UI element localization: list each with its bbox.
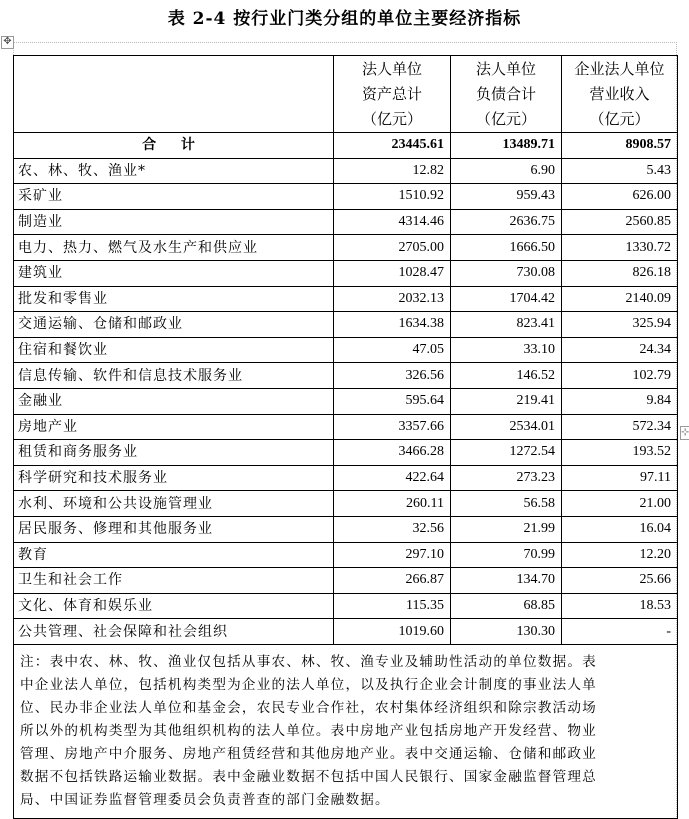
revenue-value: 5.43 [562, 158, 678, 184]
liabilities-value: 273.23 [451, 465, 562, 491]
header-assets-cell [334, 56, 451, 133]
industry-label: 水利、环境和公共设施管理业 [14, 491, 334, 517]
industry-label: 居民服务、修理和其他服务业 [14, 516, 334, 542]
liabilities-value: 130.30 [451, 619, 562, 645]
table-row [14, 465, 678, 491]
header-text: 企业法人单位 [574, 59, 665, 78]
table-row [14, 516, 678, 542]
assets-value: 32.56 [334, 516, 451, 542]
header-text: （亿元） [475, 109, 536, 128]
table-row [14, 491, 678, 517]
liabilities-value: 68.85 [451, 593, 562, 619]
assets-value: 266.87 [334, 568, 451, 594]
table-row [14, 158, 678, 184]
assets-value: 47.05 [334, 337, 451, 363]
footnote-line: 注：表中农、林、牧、渔业仅包括从事农、林、牧、渔专业及辅助性活动的单位数据。表 [20, 653, 597, 670]
header-text: 负债合计 [475, 84, 536, 103]
assets-value: 3466.28 [334, 440, 451, 466]
table-row [14, 235, 678, 261]
header-text: 法人单位 [475, 59, 536, 78]
liabilities-value: 6.90 [451, 158, 562, 184]
total-assets: 23445.61 [334, 133, 451, 159]
liabilities-value: 70.99 [451, 542, 562, 568]
revenue-value: 18.53 [562, 593, 678, 619]
header-revenue-cell [562, 56, 678, 133]
assets-value: 260.11 [334, 491, 451, 517]
revenue-value: 97.11 [562, 465, 678, 491]
header-text: 营业收入 [589, 84, 650, 103]
table-row [14, 440, 678, 466]
industry-label: 公共管理、社会保障和社会组织 [14, 619, 334, 645]
table-row [14, 619, 678, 645]
liabilities-value: 959.43 [451, 184, 562, 210]
revenue-value: 193.52 [562, 440, 678, 466]
assets-value: 595.64 [334, 388, 451, 414]
assets-value: 4314.46 [334, 209, 451, 235]
header-text: 资产总计 [361, 84, 422, 103]
revenue-value: 21.00 [562, 491, 678, 517]
revenue-value: 102.79 [562, 363, 678, 389]
assets-value: 12.82 [334, 158, 451, 184]
assets-value: 1634.38 [334, 312, 451, 338]
assets-value: 1028.47 [334, 260, 451, 286]
revenue-value: 1330.72 [562, 235, 678, 261]
industry-label: 信息传输、软件和信息技术服务业 [14, 363, 334, 389]
assets-value: 1510.92 [334, 184, 451, 210]
assets-value: 3357.66 [334, 414, 451, 440]
revenue-value: 572.34 [562, 414, 678, 440]
revenue-value: 24.34 [562, 337, 678, 363]
assets-value: 2705.00 [334, 235, 451, 261]
header-text: 法人单位 [361, 59, 422, 78]
footnote-row [14, 644, 678, 818]
liabilities-value: 146.52 [451, 363, 562, 389]
liabilities-value: 2636.75 [451, 209, 562, 235]
table-row [14, 542, 678, 568]
total-row [14, 133, 678, 159]
revenue-value: 9.84 [562, 388, 678, 414]
footnote-line: 局、中国证券监督管理委员会负责普查的部门金融数据。 [20, 791, 390, 808]
header-industry-cell [14, 56, 334, 133]
industry-label: 农、林、牧、渔业* [14, 158, 334, 184]
footnote-line: 所以外的机构类型为其他组织机构的法人单位。表中房地产业包括房地产开发经营、物业 [20, 722, 597, 739]
header-text: （亿元） [589, 109, 650, 128]
assets-value: 2032.13 [334, 286, 451, 312]
header-row [14, 56, 678, 133]
liabilities-value: 33.10 [451, 337, 562, 363]
revenue-value: - [562, 619, 678, 645]
liabilities-value: 21.99 [451, 516, 562, 542]
industry-label: 科学研究和技术服务业 [14, 465, 334, 491]
revenue-value: 2560.85 [562, 209, 678, 235]
industry-label: 教育 [14, 542, 334, 568]
total-revenue: 8908.57 [562, 133, 678, 159]
industry-label: 文化、体育和娱乐业 [14, 593, 334, 619]
liabilities-value: 219.41 [451, 388, 562, 414]
footnote-line: 管理、房地产中介服务、房地产租赁经营和其他房地产业。表中交通运输、仓储和邮政业 [20, 745, 597, 762]
industry-label: 房地产业 [14, 414, 334, 440]
industry-label: 住宿和餐饮业 [14, 337, 334, 363]
industry-label: 金融业 [14, 388, 334, 414]
revenue-value: 12.20 [562, 542, 678, 568]
table-row [14, 184, 678, 210]
table-row [14, 209, 678, 235]
liabilities-value: 1704.42 [451, 286, 562, 312]
revenue-value: 16.04 [562, 516, 678, 542]
footnote-line: 数据不包括铁路运输业数据。表中金融业数据不包括中国人民银行、国家金融监督管理总 [20, 768, 597, 785]
table-row [14, 286, 678, 312]
table-row [14, 568, 678, 594]
table-gridline-guide [13, 42, 677, 43]
revenue-value: 626.00 [562, 184, 678, 210]
industry-label: 制造业 [14, 209, 334, 235]
liabilities-value: 2534.01 [451, 414, 562, 440]
assets-value: 115.35 [334, 593, 451, 619]
table-row [14, 337, 678, 363]
table-row [14, 312, 678, 338]
industry-label: 租赁和商务服务业 [14, 440, 334, 466]
liabilities-value: 823.41 [451, 312, 562, 338]
table-resize-handle-icon[interactable]: ⊹ [681, 427, 689, 438]
table-row [14, 363, 678, 389]
liabilities-value: 134.70 [451, 568, 562, 594]
industry-label: 电力、热力、燃气及水生产和供应业 [14, 235, 334, 261]
table-move-handle-icon[interactable]: ✥ [1, 36, 14, 49]
table-row [14, 260, 678, 286]
footnote-line: 位、民办非企业法人单位和基金会，农民专业合作社，农村集体经济组织和除宗教活动场 [20, 699, 597, 716]
assets-value: 297.10 [334, 542, 451, 568]
assets-value: 422.64 [334, 465, 451, 491]
total-liabilities: 13489.71 [451, 133, 562, 159]
header-liabilities-cell [451, 56, 562, 133]
industry-label: 建筑业 [14, 260, 334, 286]
liabilities-value: 56.58 [451, 491, 562, 517]
header-text: （亿元） [361, 109, 422, 128]
assets-value: 1019.60 [334, 619, 451, 645]
revenue-value: 325.94 [562, 312, 678, 338]
footnote-cell [14, 644, 678, 818]
industry-label: 卫生和社会工作 [14, 568, 334, 594]
liabilities-value: 730.08 [451, 260, 562, 286]
economic-indicators-table [13, 55, 678, 819]
revenue-value: 25.66 [562, 568, 678, 594]
footnote-line: 中企业法人单位，包括机构类型为企业的法人单位，以及执行企业会计制度的事业法人单 [20, 676, 597, 693]
table-row [14, 414, 678, 440]
total-label: 合 计 [14, 133, 334, 159]
table-title: 表 2-4 按行业门类分组的单位主要经济指标 [167, 9, 522, 29]
industry-label: 批发和零售业 [14, 286, 334, 312]
assets-value: 326.56 [334, 363, 451, 389]
table-row [14, 593, 678, 619]
revenue-value: 2140.09 [562, 286, 678, 312]
liabilities-value: 1272.54 [451, 440, 562, 466]
liabilities-value: 1666.50 [451, 235, 562, 261]
revenue-value: 826.18 [562, 260, 678, 286]
industry-label: 交通运输、仓储和邮政业 [14, 312, 334, 338]
table-row [14, 388, 678, 414]
industry-label: 采矿业 [14, 184, 334, 210]
